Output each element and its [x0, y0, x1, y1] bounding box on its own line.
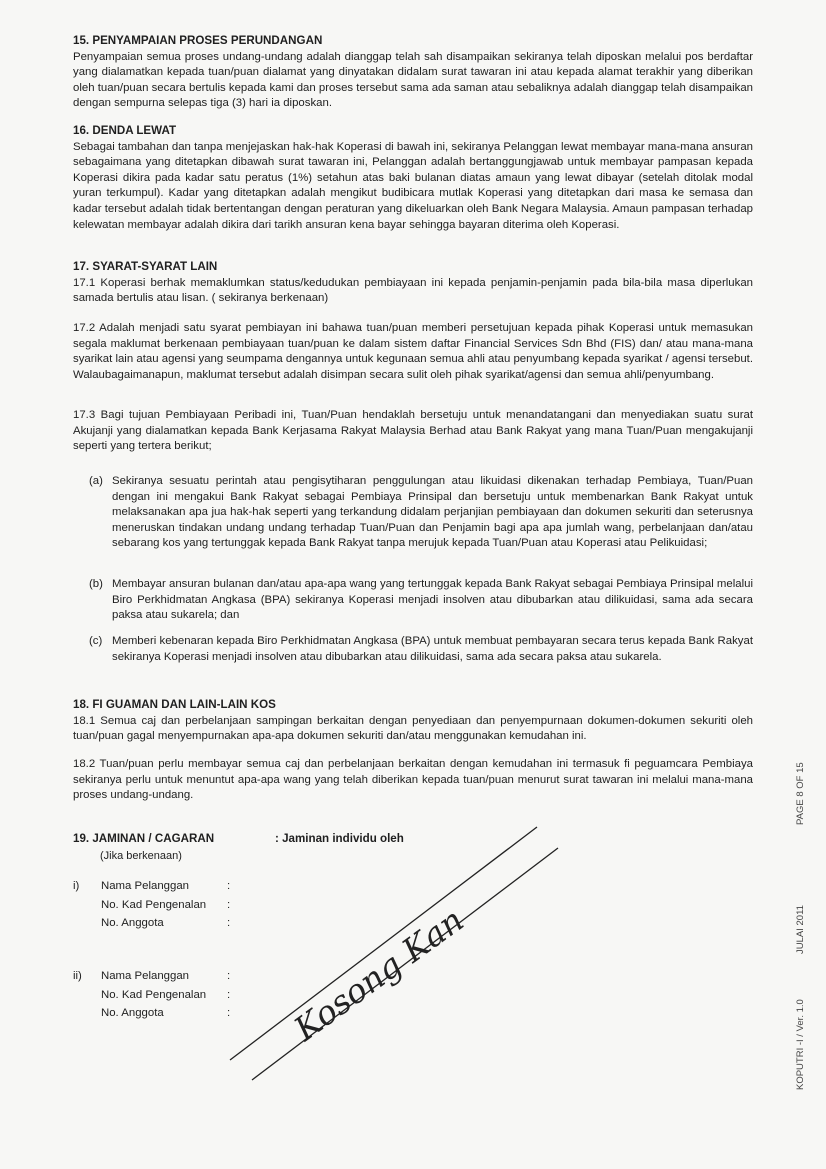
item-label: (a) [89, 475, 103, 487]
item-text: Memberi kebenaran kepada Biro Perkhidmatan Angkasa (BPA) untuk membuat pembayaran secara terus kepada Bank Rakyat sekiranya Koperasi menjadi insolven atau dibubarkan atau dilikuidasi, sama ada secara paksa atau sukarela. [112, 635, 753, 663]
item-text: Membayar ansuran bulanan dan/atau apa-apa wang yang tertunggak kepada Bank Rakyat sebagai Pembiaya Prinsipal melalui Biro Perkhidmatan Angkasa (BPA) sekiranya Koperasi menjadi insolven atau dibubarkan atau dilikuidasi, sama ada secara paksa atau sukarela; dan [112, 578, 753, 622]
section-17-heading: 17. SYARAT-SYARAT LAIN [73, 260, 218, 273]
guarantor-2-number: ii) [73, 970, 82, 982]
item-label: (c) [89, 635, 103, 647]
field-colon: : [227, 899, 231, 911]
field-label: Nama Pelanggan [101, 880, 190, 892]
field-colon: : [227, 989, 231, 1001]
section-19-heading: 19. JAMINAN / CAGARAN [73, 832, 215, 845]
section-16-heading: 16. DENDA LEWAT [73, 124, 177, 137]
clause-17-3: 17.3 Bagi tujuan Pembiayaan Peribadi ini, Tuan/Puan hendaklah bersetuju untuk menandatangani dan menyediakan suatu surat Akujanji yang dialamatkan kepada Bank Kerjasama Rakyat Malaysia Berhad atau Bank Rakyat yang mana Tuan/Puan mengakujanji seperti yang tertera berikut; [73, 409, 753, 453]
form-date: JULAI 2011 [795, 905, 806, 954]
field-colon: : [227, 917, 231, 929]
section-18-heading: 18. FI GUAMAN DAN LAIN-LAIN KOS [73, 698, 276, 711]
item-text: Sekiranya sesuatu perintah atau pengisytiharan penggulungan atau likuidasi dikenakan terhadap Pembiaya, Tuan/Puan dengan ini mengakui Bank Rakyat sebagai Pembiaya Prinsipal dan bersetuju untuk membenarkan Bank Rakyat untuk melaksanakan apa jua hak-hak seperti yang terkandung didalam perjanjian pembiayaan dan dokumen sekuriti dan seterusnya meneruskan tindakan undang undang terhadap Tuan/Puan dan Penjamin bagi apa apa jumlah wang, perbelanjaan dan/atau sebarang kos yang tertunggak kepada Bank Rakyat tanpa merujuk kepada Tuan/Puan atau Koperasi atau Pelikuidasi; [112, 475, 753, 550]
handwritten-note: Kosong Kan [286, 900, 471, 1049]
field-label: No. Kad Pengenalan [101, 989, 207, 1001]
clause-17-2: 17.2 Adalah menjadi satu syarat pembiayan ini bahawa tuan/puan memberi persetujuan kepada pihak Koperasi untuk memasukan segala maklumat berkenaan pembiayaan tuan/puan ke dalam sistem daftar Financial Services Sdn Bhd (FIS) dan/ atau mana-mana syarikat lain atau agensi yang seumpama dengannya untuk kegunaan semua ahli atau penyumbang kepada syarikat / agensi tersebut. Walaubagaimanapun, maklumat tersebut adalah disimpan secara sulit oleh pihak syarikat/agensi dan semua ahli/penyumbang. [73, 322, 753, 381]
clause-18-1: 18.1 Semua caj dan perbelanjaan sampingan berkaitan dengan penyediaan dan penyempurnaan dokumen-dokumen sekuriti oleh tuan/puan gagal menyempurnakan apa-apa dokumen sekuriti dan/atau menggunakan kemudahan ini. [73, 714, 753, 743]
clause-17-1: 17.1 Koperasi berhak memaklumkan status/kedudukan pembiayaan ini kepada penjamin-penjamin pada bila-bila masa diperlukan samada bertulis atau lisan. ( sekiranya berkenaan) [73, 276, 753, 305]
section-16-body: Sebagai tambahan dan tanpa menjejaskan hak-hak Koperasi di bawah ini, sekiranya Pelanggan lewat membayar mana-mana ansuran sebagaimana yang ditetapkan dibawah surat tawaran ini, Pelanggan adalah bertanggungjawab untuk membayar pampasan kepada Koperasi dikira pada kadar satu peratus (1%) setahun atas baki bulanan diatas amaun yang lewat dibayar (setelah ditolak modal yuran terkumpul). Kadar yang ditetapkan adalah mengikut budibicara mutlak Koperasi yang ditetapkan dari masa ke semasa dan kadar tersebut adalah tidak bertentangan dengan peraturan yang dikeluarkan oleh Bank Negara Malaysia. Amaun pampasan terhadap kelewatan membayar adalah dikira dari tarikh ansuran kena bayar sehingga bayaran diterima oleh Koperasi. [73, 140, 753, 231]
strike-line-upper [230, 827, 537, 1060]
field-colon: : [227, 1007, 231, 1019]
section-15-body: Penyampaian semua proses undang-undang adalah dianggap telah sah disampaikan sekiranya telah diposkan melalui pos berdaftar yang dialamatkan kepada tuan/puan dialamat yang dinyatakan didalam surat tawaran ini atau kepada alamat terakhir yang diberikan oleh tuan/puan secara bertulis kepada kami dan proses tersebut sama ada saman atau sebaliknya adalah dianggap telah disampaikan dengan sempurna selepas tiga (3) hari ia diposkan. [73, 50, 753, 110]
clause-18-2: 18.2 Tuan/puan perlu membayar semua caj dan perbelanjaan berkaitan dengan kemudahan ini termasuk fi peguamcara Pembiaya sekiranya perlu untuk menuntut apa-apa wang yang telah diberikan kepada tuan/puan menurut surat tawaran ini melalui mana-mana proses undang-undang. [73, 758, 753, 802]
field-colon: : [227, 970, 231, 982]
field-colon: : [227, 880, 231, 892]
field-label: No. Kad Pengenalan [101, 899, 207, 911]
field-label: No. Anggota [101, 917, 164, 929]
field-label: No. Anggota [101, 1007, 164, 1019]
page-indicator: PAGE 8 OF 15 [795, 762, 806, 825]
form-code: KOPUTRI -I / Ver. 1.0 [795, 999, 806, 1090]
section-15-heading: 15. PENYAMPAIAN PROSES PERUNDANGAN [73, 34, 323, 47]
field-label: Nama Pelanggan [101, 970, 190, 982]
guarantor-1-number: i) [73, 880, 80, 892]
item-label: (b) [89, 578, 103, 590]
guarantee-type: : Jaminan individu oleh [275, 832, 404, 845]
section-19-subheading: (Jika berkenaan) [100, 850, 182, 862]
